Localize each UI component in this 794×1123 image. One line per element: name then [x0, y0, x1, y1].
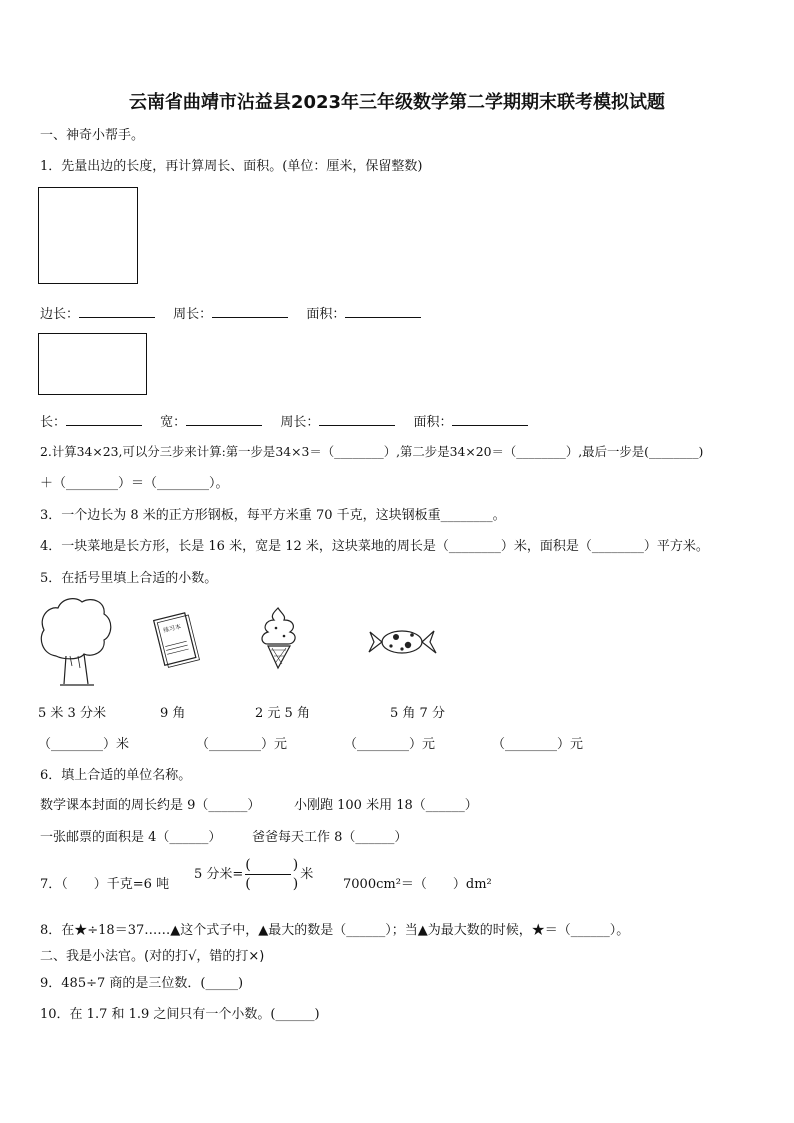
q6-item-b[interactable]: 小刚跑 100 米用 18（______） — [294, 798, 478, 813]
question-4: 4．一块菜地是长方形，长是 16 米，宽是 12 米，这块菜地的周长是（________）米，面积是（________）平方米。 — [40, 539, 709, 554]
q5-label-4: 5 角 7 分 — [390, 706, 445, 721]
fraction-denominator[interactable]: ( ) — [245, 876, 299, 892]
q7-b-prefix: 5 分米= — [194, 867, 244, 882]
length-blank[interactable] — [66, 413, 142, 426]
width-blank[interactable] — [186, 413, 262, 426]
candy-icon — [366, 622, 438, 662]
q5-answer-4[interactable]: （________）元 — [492, 737, 584, 752]
q5-label-3: 2 元 5 角 — [255, 706, 310, 721]
q6-item-c[interactable]: 一张邮票的面积是 4（______） — [40, 830, 222, 845]
q7-item-b[interactable] — [194, 856, 313, 893]
question-5: 5．在括号里填上合适的小数。 — [40, 571, 218, 586]
q5-label-1: 5 米 3 分米 — [38, 706, 106, 721]
ice-cream-icon — [256, 604, 306, 670]
fraction — [245, 856, 298, 893]
question-9: 9．485÷7 商的是三位数．(_____) — [40, 976, 244, 991]
q1-row2 — [40, 411, 528, 430]
q5-answer-3[interactable]: （________）元 — [344, 737, 436, 752]
perimeter2-label: 周长： — [280, 415, 320, 430]
section-1-heading: 一、神奇小帮手。 — [40, 128, 145, 143]
area2-label: 面积： — [413, 415, 453, 430]
q7-b-suffix: 米 — [300, 867, 314, 882]
section-2-heading: 二、我是小法官。(对的打√，错的打×) — [40, 949, 265, 964]
q6-item-a[interactable]: 数学课本封面的周长约是 9（______） — [40, 798, 261, 813]
q5-answer-2[interactable]: （________）元 — [196, 737, 288, 752]
rectangle-figure — [38, 333, 147, 395]
perimeter-blank[interactable] — [212, 305, 288, 318]
perimeter2-blank[interactable] — [319, 413, 395, 426]
question-10: 10．在 1.7 和 1.9 之间只有一个小数。(______) — [40, 1007, 320, 1022]
question-8: 8．在★÷18＝37……▲这个式子中，▲最大的数是（______）；当▲为最大数的时候，★＝（______）。 — [40, 923, 630, 938]
fraction-numerator[interactable]: ( ) — [245, 857, 299, 873]
q7-item-a[interactable]: 7．（ ）千克=6 吨 — [40, 877, 170, 892]
square-figure — [38, 187, 138, 284]
question-2-line1: 2.计算34×23,可以分三步来计算:第一步是34×3＝（________）,第二步是34×20＝（________）,最后一步是(________) — [40, 444, 704, 459]
page-title: 云南省曲靖市沾益县2023年三年级数学第二学期期末联考模拟试题 — [128, 92, 666, 113]
side-blank[interactable] — [79, 305, 155, 318]
q6-item-d[interactable]: 爸爸每天工作 8（______） — [252, 830, 408, 845]
side-label: 边长： — [40, 307, 80, 322]
q5-answer-1[interactable]: （________）米 — [38, 737, 130, 752]
question-1: 1．先量出边的长度，再计算周长、面积。(单位：厘米，保留整数) — [40, 159, 423, 174]
question-2-line2: ＋（________）＝（________）。 — [40, 476, 229, 491]
notebook-icon — [150, 610, 200, 670]
tree-icon — [36, 594, 116, 689]
area-label: 面积： — [306, 307, 346, 322]
width-label: 宽： — [160, 415, 187, 430]
q7-item-c[interactable]: 7000cm²＝（ ）dm² — [343, 877, 492, 892]
perimeter-label: 周长： — [173, 307, 213, 322]
question-6: 6．填上合适的单位名称。 — [40, 768, 192, 783]
notebook-label: 练习本 — [162, 623, 182, 635]
question-3: 3．一个边长为 8 米的正方形钢板，每平方米重 70 千克，这块钢板重________。 — [40, 508, 506, 523]
q5-label-2: 9 角 — [160, 706, 186, 721]
area2-blank[interactable] — [452, 413, 528, 426]
area-blank[interactable] — [345, 305, 421, 318]
q1-row1 — [40, 303, 421, 322]
length-label: 长： — [40, 415, 67, 430]
